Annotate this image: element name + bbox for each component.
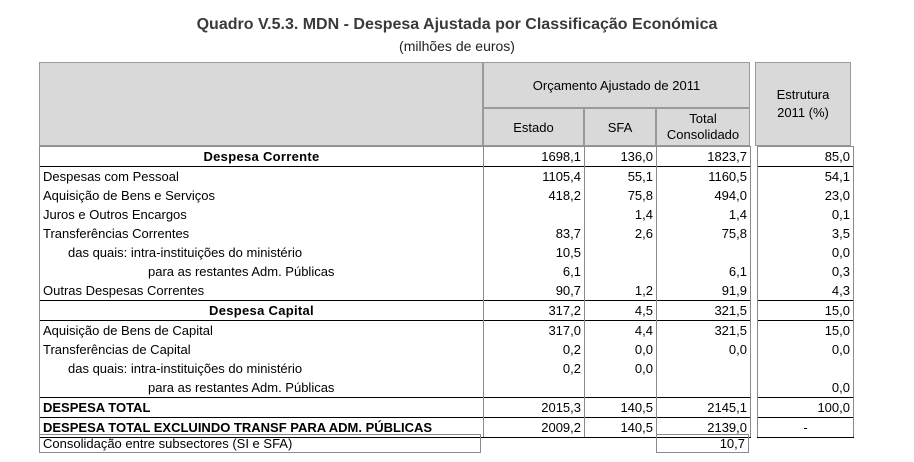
table-row [40, 378, 854, 398]
total-value: 321,5 [657, 321, 751, 341]
sfa-value: 1,4 [585, 205, 657, 224]
table-row [40, 224, 854, 243]
consolidation-total-value: 10,7 [656, 434, 749, 453]
table-row [40, 359, 854, 378]
estrutura-value: 85,0 [758, 147, 854, 167]
sfa-value: 55,1 [585, 167, 657, 187]
sfa-value: 75,8 [585, 186, 657, 205]
estado-value: 6,1 [484, 262, 585, 281]
row-label: Outras Despesas Correntes [40, 281, 484, 301]
total-value: 1160,5 [657, 167, 751, 187]
table-row [40, 398, 854, 418]
estado-value [484, 378, 585, 398]
row-label: Transferências Correntes [40, 224, 484, 243]
estrutura-value: 100,0 [758, 398, 854, 418]
row-label: Aquisição de Bens e Serviços [40, 186, 484, 205]
header-total-cell [656, 108, 750, 146]
estrutura-value: - [758, 418, 854, 438]
sfa-value [585, 378, 657, 398]
table-row [40, 262, 854, 281]
row-label: Despesa Capital [40, 301, 484, 321]
row-label: Aquisição de Bens de Capital [40, 321, 484, 341]
sfa-value: 140,5 [585, 418, 657, 438]
estado-value [484, 205, 585, 224]
estrutura-value: 54,1 [758, 167, 854, 187]
row-label: Transferências de Capital [40, 340, 484, 359]
total-value: 321,5 [657, 301, 751, 321]
row-label: DESPESA TOTAL [40, 398, 484, 418]
table-row [40, 301, 854, 321]
sfa-value: 4,4 [585, 321, 657, 341]
estrutura-value: 0,0 [758, 243, 854, 262]
estrutura-value: 0,3 [758, 262, 854, 281]
table-row [40, 186, 854, 205]
table-row [40, 321, 854, 341]
total-value: 2145,1 [657, 398, 751, 418]
sfa-value [585, 243, 657, 262]
total-value: 1,4 [657, 205, 751, 224]
table-row [40, 281, 854, 301]
estado-value: 2009,2 [484, 418, 585, 438]
row-label: Despesa Corrente [40, 147, 484, 167]
row-label: para as restantes Adm. Públicas [40, 262, 484, 281]
total-value: 91,9 [657, 281, 751, 301]
estrutura-value: 0,0 [758, 378, 854, 398]
total-value: 0,0 [657, 340, 751, 359]
estrutura-value: 0,1 [758, 205, 854, 224]
total-value [657, 359, 751, 378]
total-value: 6,1 [657, 262, 751, 281]
header-sfa-label: SFA [607, 119, 633, 135]
estado-value: 317,0 [484, 321, 585, 341]
header-group-label: Orçamento Ajustado de 2011 [532, 77, 701, 93]
table-title: Quadro V.5.3. MDN - Despesa Ajustada por Classificação Económica [196, 16, 718, 33]
header-estado-label: Estado [513, 119, 554, 135]
row-label: das quais: intra-instituições do ministério [40, 359, 484, 378]
header-estrutura-label-1: Estrutura [776, 87, 830, 102]
row-label: Despesas com Pessoal [40, 167, 484, 187]
estado-value: 418,2 [484, 186, 585, 205]
estrutura-value: 4,3 [758, 281, 854, 301]
estrutura-value: 15,0 [758, 321, 854, 341]
sfa-value: 2,6 [585, 224, 657, 243]
estrutura-value: 23,0 [758, 186, 854, 205]
header-total-label-1: Total [689, 111, 717, 126]
total-value: 494,0 [657, 186, 751, 205]
sfa-value: 0,0 [585, 359, 657, 378]
sfa-value: 140,5 [585, 398, 657, 418]
estado-value: 1698,1 [484, 147, 585, 167]
header-estrutura-label-2: 2011 (%) [777, 105, 829, 120]
sfa-value: 1,2 [585, 281, 657, 301]
sfa-value [585, 262, 657, 281]
estado-value: 317,2 [484, 301, 585, 321]
table-row [40, 243, 854, 262]
header-sfa-cell [584, 108, 656, 146]
estrutura-value: 15,0 [758, 301, 854, 321]
estado-value: 83,7 [484, 224, 585, 243]
total-value: 75,8 [657, 224, 751, 243]
total-value [657, 243, 751, 262]
row-label: das quais: intra-instituições do ministério [40, 243, 484, 262]
table-row [40, 205, 854, 224]
row-label: DESPESA TOTAL EXCLUINDO TRANSF PARA ADM. PÚBLICAS [40, 418, 484, 438]
estado-value: 0,2 [484, 340, 585, 359]
estado-value: 0,2 [484, 359, 585, 378]
estrutura-value [758, 359, 854, 378]
estado-value: 10,5 [484, 243, 585, 262]
estrutura-value: 3,5 [758, 224, 854, 243]
table-row [40, 167, 854, 187]
total-value: 2139,0 [657, 418, 751, 438]
expense-table [39, 146, 854, 438]
table-row [40, 340, 854, 359]
estado-value: 90,7 [484, 281, 585, 301]
row-label: para as restantes Adm. Públicas [40, 378, 484, 398]
table-row [40, 147, 854, 167]
row-label: Juros e Outros Encargos [40, 205, 484, 224]
sfa-value: 0,0 [585, 340, 657, 359]
consolidation-label: Consolidação entre subsectores (SI e SFA) [39, 434, 481, 453]
sfa-value: 136,0 [585, 147, 657, 167]
total-value: 1823,7 [657, 147, 751, 167]
header-label-cell [39, 62, 483, 146]
header-total-label-2: Consolidado [666, 127, 740, 142]
table-subtitle: (milhões de euros) [399, 38, 515, 54]
header-group-cell [483, 62, 750, 108]
sfa-value: 4,5 [585, 301, 657, 321]
header-estado-cell [483, 108, 584, 146]
estado-value: 2015,3 [484, 398, 585, 418]
total-value [657, 378, 751, 398]
header-estrutura-cell [755, 62, 851, 146]
estado-value: 1105,4 [484, 167, 585, 187]
estrutura-value: 0,0 [758, 340, 854, 359]
